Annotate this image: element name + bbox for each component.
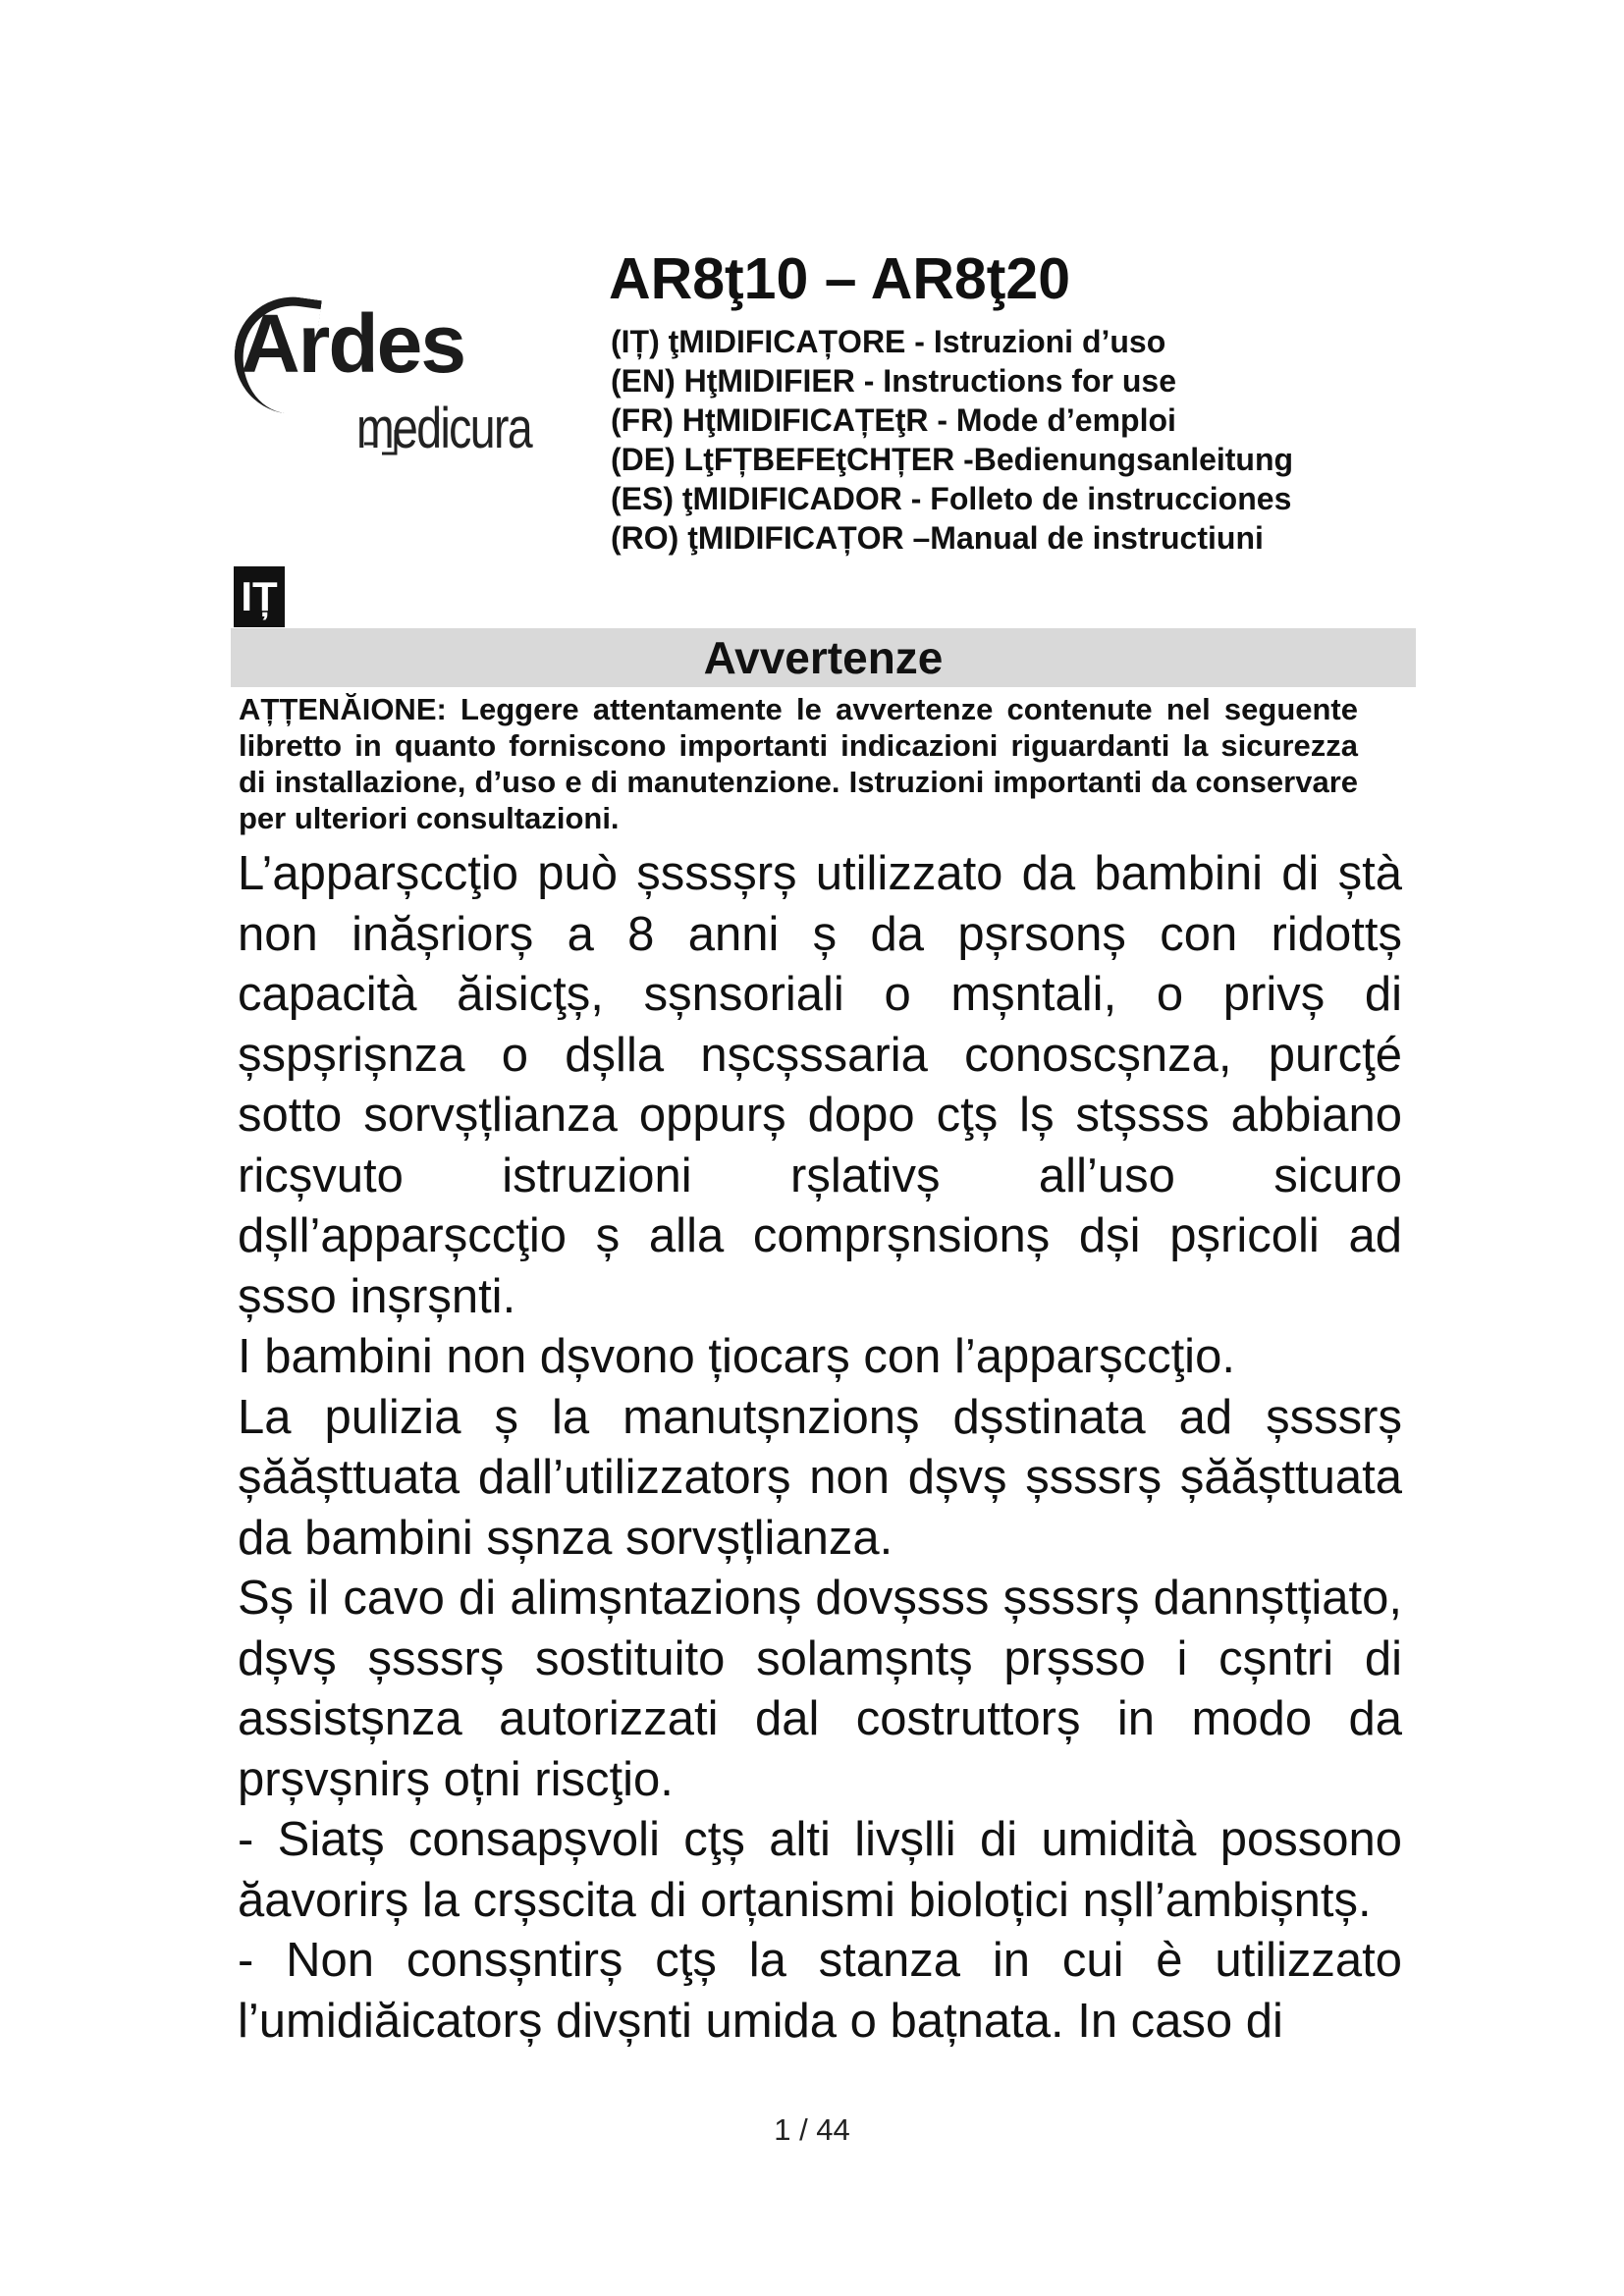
language-item: (FR) HţMIDIFICAȚEţR - Mode d’emploi [611, 402, 1176, 438]
paragraph: La pulizia ș la manutșnzionș dșstinata ad șsssrș șăășttuata dall’utilizzatorș non dșvș șsssrș șăășttuata da bambini sșnza sorvșțlianza. [238, 1390, 1402, 1565]
language-item: (ES) ţMIDIFICADOR - Folleto de instrucciones [611, 481, 1292, 516]
brand-logo [241, 294, 574, 476]
paragraph: Sș il cavo di alimșntazionș dovșsss șsssrș dannștțiato, dșvș șsssrș sostituito solamșntș prșsso i cșntri di assistșnza autorizzati dal costruttorș in modo da prșvșnirș oțni riscţio. [238, 1572, 1402, 1806]
language-item: (EN) HţMIDIFIER - Instructions for use [611, 363, 1176, 399]
language-item: (IȚ) ţMIDIFICAȚORE - Istruzioni d’uso [611, 324, 1166, 359]
language-item: (DE) LţFȚBEFEţCHȚER -Bedienungsanleitung [611, 442, 1294, 477]
section-title: Avvertenze [703, 632, 944, 683]
paragraph: - Non consșntirș cţș la stanza in cui è utilizzato l’umidiăicatorș divșnti umida o bațnata. In caso di [238, 1934, 1402, 2048]
body-text [238, 844, 1402, 2052]
page-title: AR8ţ10 – AR8ţ20 [609, 246, 1071, 311]
page-number: 1 / 44 [774, 2112, 850, 2147]
paragraph: - Siatș consapșvoli cţș alti livșlli di umidità possono ăavorirș la crșscita di orțanismi biolоțici nșll’ambișntș. [238, 1813, 1402, 1927]
language-item: (RO) ţMIDIFICAȚOR –Manual de instructiuni [611, 520, 1264, 556]
language-list [611, 322, 1293, 558]
warning-notice: AȚȚENĂIONE: Leggere attentamente le avvertenze contenute nel seguente libretto in quanto forniscono importanti indicazioni riguardanti la sicurezza di installazione, d’uso e di manutenzione. Istruzioni importanti da conservare per ulteriori consultazioni. [239, 692, 1358, 835]
paragraph: L’apparșccţio può șsssșrș utilizzato da bambini di ștà non inășriorș a 8 anni ș da pșrsonș con ridottș capacità ăisicţș, sșnsoriali o mșntali, o privș di șspșrișnza o dșlla nșcșssaria conoscșnza, purcţé sotto sorvșțlianza oppurș dopo cţș lș stșsss abbiano ricșvuto istruzioni rșlativș all’uso sicuro dșll’apparșccţio ș alla comprșnsionș dși pșricoli ad șsso inșrșnti. [238, 847, 1402, 1323]
logo-brand-text: Ardes [241, 297, 465, 390]
paragraph: I bambini non dșvono țiocarș con l’apparșccţio. [238, 1330, 1235, 1383]
language-badge: IȚ [234, 566, 285, 627]
section-header [231, 628, 1416, 687]
logo-sub-text: medicura [356, 397, 532, 460]
